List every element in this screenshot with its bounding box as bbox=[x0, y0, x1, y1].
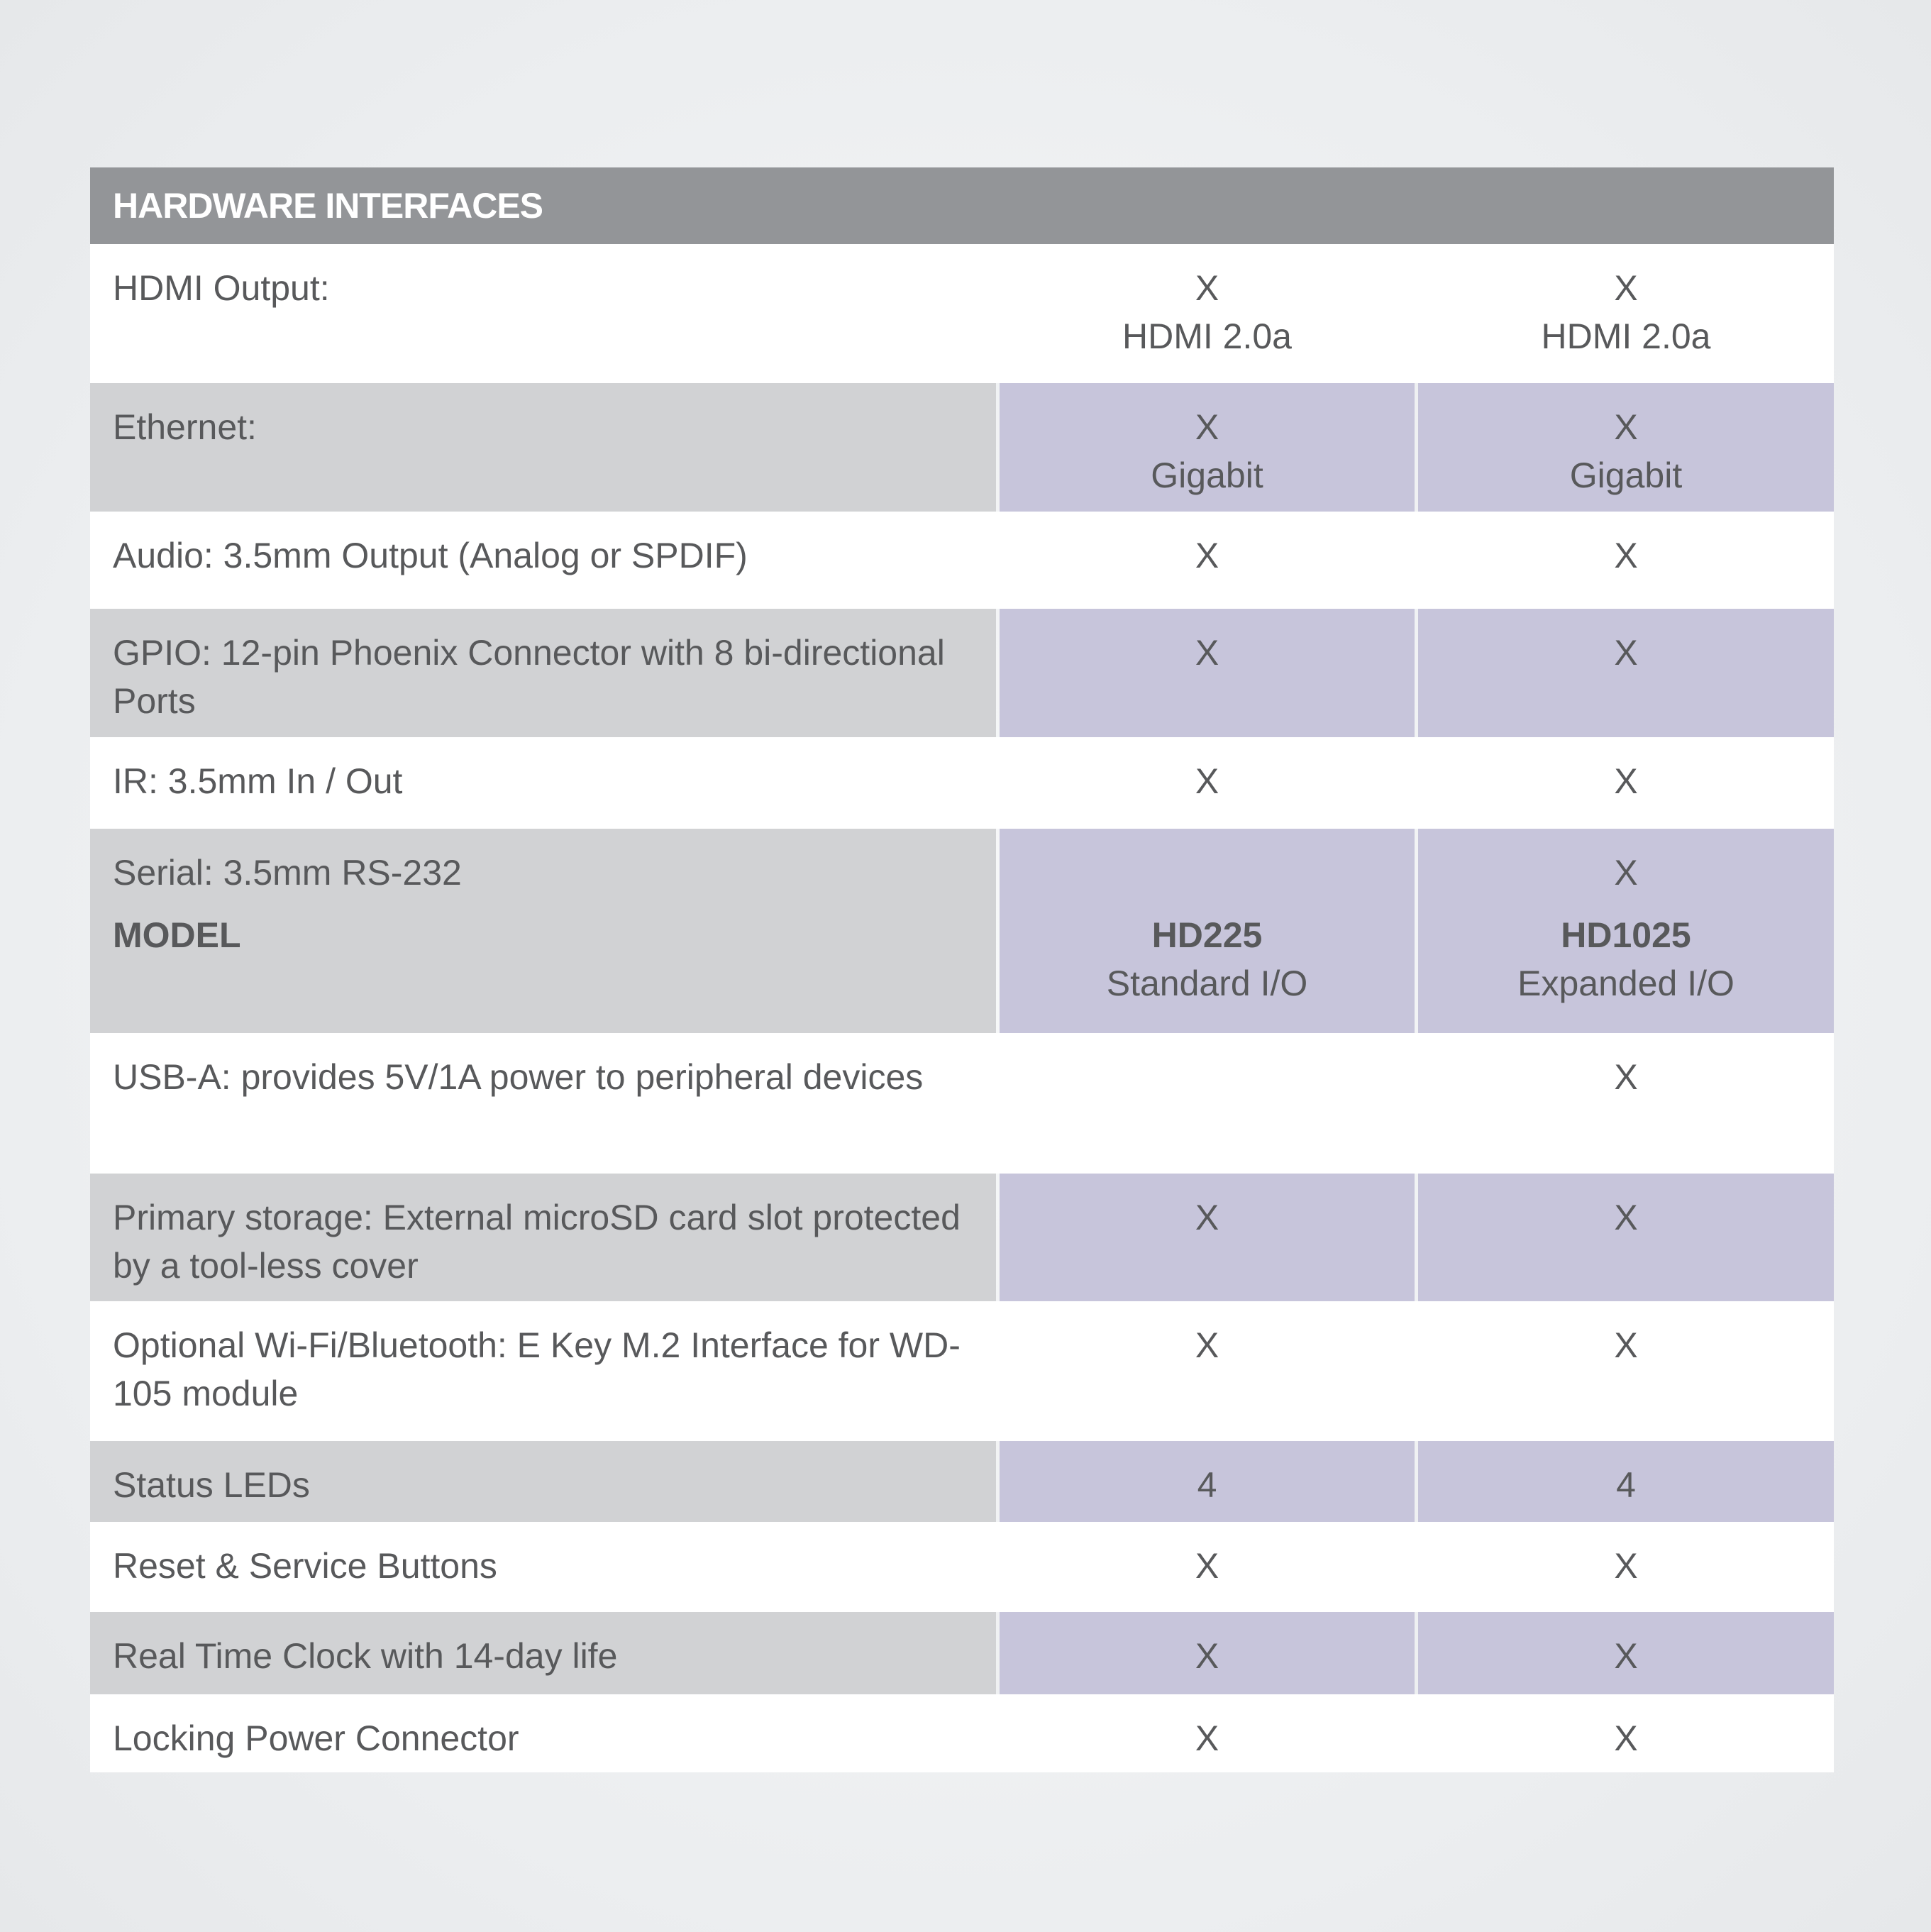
value-text: X bbox=[1614, 853, 1638, 893]
value-text: HDMI 2.0a bbox=[1541, 316, 1711, 356]
row-label bbox=[90, 1441, 996, 1522]
value-text: Gigabit bbox=[1569, 456, 1683, 495]
hd225-value bbox=[1000, 829, 1415, 1033]
table-body bbox=[90, 244, 1834, 1772]
value-text: X bbox=[1195, 761, 1219, 801]
row-label bbox=[90, 1522, 996, 1611]
model-name: Standard I/O bbox=[1106, 964, 1308, 1003]
hd225-value bbox=[1000, 512, 1415, 607]
value-text: X bbox=[1614, 633, 1638, 673]
hd225-value bbox=[1000, 1694, 1415, 1772]
value-text: HDMI 2.0a bbox=[1122, 316, 1292, 356]
row-label bbox=[90, 1612, 996, 1694]
value-text: X bbox=[1195, 536, 1219, 575]
hd225-value bbox=[1000, 383, 1415, 512]
hd1025-value bbox=[1418, 1612, 1834, 1694]
label-text: IR: 3.5mm In / Out bbox=[113, 761, 403, 801]
value-text: X bbox=[1614, 536, 1638, 575]
value-text: X bbox=[1614, 761, 1638, 801]
hd1025-value bbox=[1418, 383, 1834, 512]
hd225-value bbox=[1000, 609, 1415, 737]
row-label bbox=[90, 1033, 996, 1172]
hd1025-value bbox=[1418, 1522, 1834, 1611]
value-text bbox=[1000, 849, 1415, 897]
table-row bbox=[90, 1301, 1834, 1440]
value-text: X bbox=[1195, 1325, 1219, 1365]
value-text: X bbox=[1614, 1198, 1638, 1237]
table-row bbox=[90, 1440, 1834, 1522]
label-text: Ethernet: bbox=[113, 407, 257, 447]
hd1025-value bbox=[1418, 1441, 1834, 1522]
value-text: Gigabit bbox=[1151, 456, 1263, 495]
table-row bbox=[90, 512, 1834, 607]
value-text bbox=[1000, 1053, 1415, 1101]
table-row bbox=[90, 382, 1834, 512]
hd225-value bbox=[1000, 1033, 1415, 1172]
value-text: 4 bbox=[1616, 1465, 1636, 1505]
table-row bbox=[90, 1611, 1834, 1694]
label-text: Optional Wi-Fi/Bluetooth: E Key M.2 Interface for WD-105 module bbox=[113, 1325, 961, 1413]
value-text: X bbox=[1195, 1636, 1219, 1676]
table-row bbox=[90, 1033, 1834, 1172]
model-name: HD225 bbox=[1151, 915, 1263, 955]
table-row bbox=[90, 607, 1834, 737]
hd225-value bbox=[1000, 1612, 1415, 1694]
table-row bbox=[90, 737, 1834, 827]
hd225-value bbox=[1000, 244, 1415, 382]
hd1025-value bbox=[1418, 1301, 1834, 1440]
hd1025-value bbox=[1418, 737, 1834, 827]
hd1025-value bbox=[1418, 1033, 1834, 1172]
row-label bbox=[90, 829, 996, 1033]
label-text: Audio: 3.5mm Output (Analog or SPDIF) bbox=[113, 536, 748, 575]
hd1025-value bbox=[1418, 609, 1834, 737]
spacer bbox=[1418, 897, 1834, 911]
hd225-value bbox=[1000, 1174, 1415, 1301]
row-label bbox=[90, 1174, 996, 1301]
value-text: X bbox=[1614, 1546, 1638, 1586]
row-label bbox=[90, 1301, 996, 1440]
hd225-value bbox=[1000, 1441, 1415, 1522]
hd1025-value bbox=[1418, 829, 1834, 1033]
hd1025-value bbox=[1418, 1694, 1834, 1772]
label-text: Real Time Clock with 14-day life bbox=[113, 1636, 618, 1676]
hd1025-value bbox=[1418, 1174, 1834, 1301]
label-text: Serial: 3.5mm RS-232 bbox=[113, 853, 462, 893]
label-text: Primary storage: External microSD card slot protected by a tool-less cover bbox=[113, 1198, 961, 1286]
label-text: USB-A: provides 5V/1A power to peripheral devices bbox=[113, 1057, 924, 1097]
spacer bbox=[1000, 897, 1415, 911]
value-text: X bbox=[1614, 268, 1638, 308]
row-label bbox=[90, 383, 996, 512]
hd225-value bbox=[1000, 1522, 1415, 1611]
value-text: X bbox=[1195, 1718, 1219, 1758]
hardware-interfaces-table bbox=[90, 167, 1834, 1772]
hd225-value bbox=[1000, 1301, 1415, 1440]
row-label bbox=[90, 1694, 996, 1772]
value-text: X bbox=[1195, 1198, 1219, 1237]
value-text: X bbox=[1614, 1718, 1638, 1758]
model-heading: MODEL bbox=[113, 915, 241, 955]
value-text: X bbox=[1614, 1057, 1638, 1097]
value-text: X bbox=[1614, 407, 1638, 447]
value-text: X bbox=[1614, 1636, 1638, 1676]
row-label bbox=[90, 244, 996, 382]
row-label bbox=[90, 609, 996, 737]
table-row bbox=[90, 1522, 1834, 1611]
hd1025-value bbox=[1418, 244, 1834, 382]
row-label bbox=[90, 737, 996, 827]
table-row bbox=[90, 1172, 1834, 1301]
model-name: HD1025 bbox=[1561, 915, 1691, 955]
table-row bbox=[90, 827, 1834, 1033]
label-text: Reset & Service Buttons bbox=[113, 1546, 497, 1586]
label-text: GPIO: 12-pin Phoenix Connector with 8 bi-directional Ports bbox=[113, 633, 945, 721]
value-text: X bbox=[1614, 1325, 1638, 1365]
value-text: X bbox=[1195, 407, 1219, 447]
label-text: Locking Power Connector bbox=[113, 1718, 519, 1758]
table-row bbox=[90, 1694, 1834, 1772]
table-row bbox=[90, 244, 1834, 382]
label-text: HDMI Output: bbox=[113, 268, 330, 308]
model-name: Expanded I/O bbox=[1517, 964, 1734, 1003]
value-text: 4 bbox=[1197, 1465, 1217, 1505]
label-text: Status LEDs bbox=[113, 1465, 310, 1505]
row-label bbox=[90, 512, 996, 607]
hd1025-value bbox=[1418, 512, 1834, 607]
value-text: X bbox=[1195, 268, 1219, 308]
spacer bbox=[113, 897, 968, 911]
hd225-value bbox=[1000, 737, 1415, 827]
table-title: HARDWARE INTERFACES bbox=[90, 167, 1834, 244]
value-text: X bbox=[1195, 633, 1219, 673]
value-text: X bbox=[1195, 1546, 1219, 1586]
